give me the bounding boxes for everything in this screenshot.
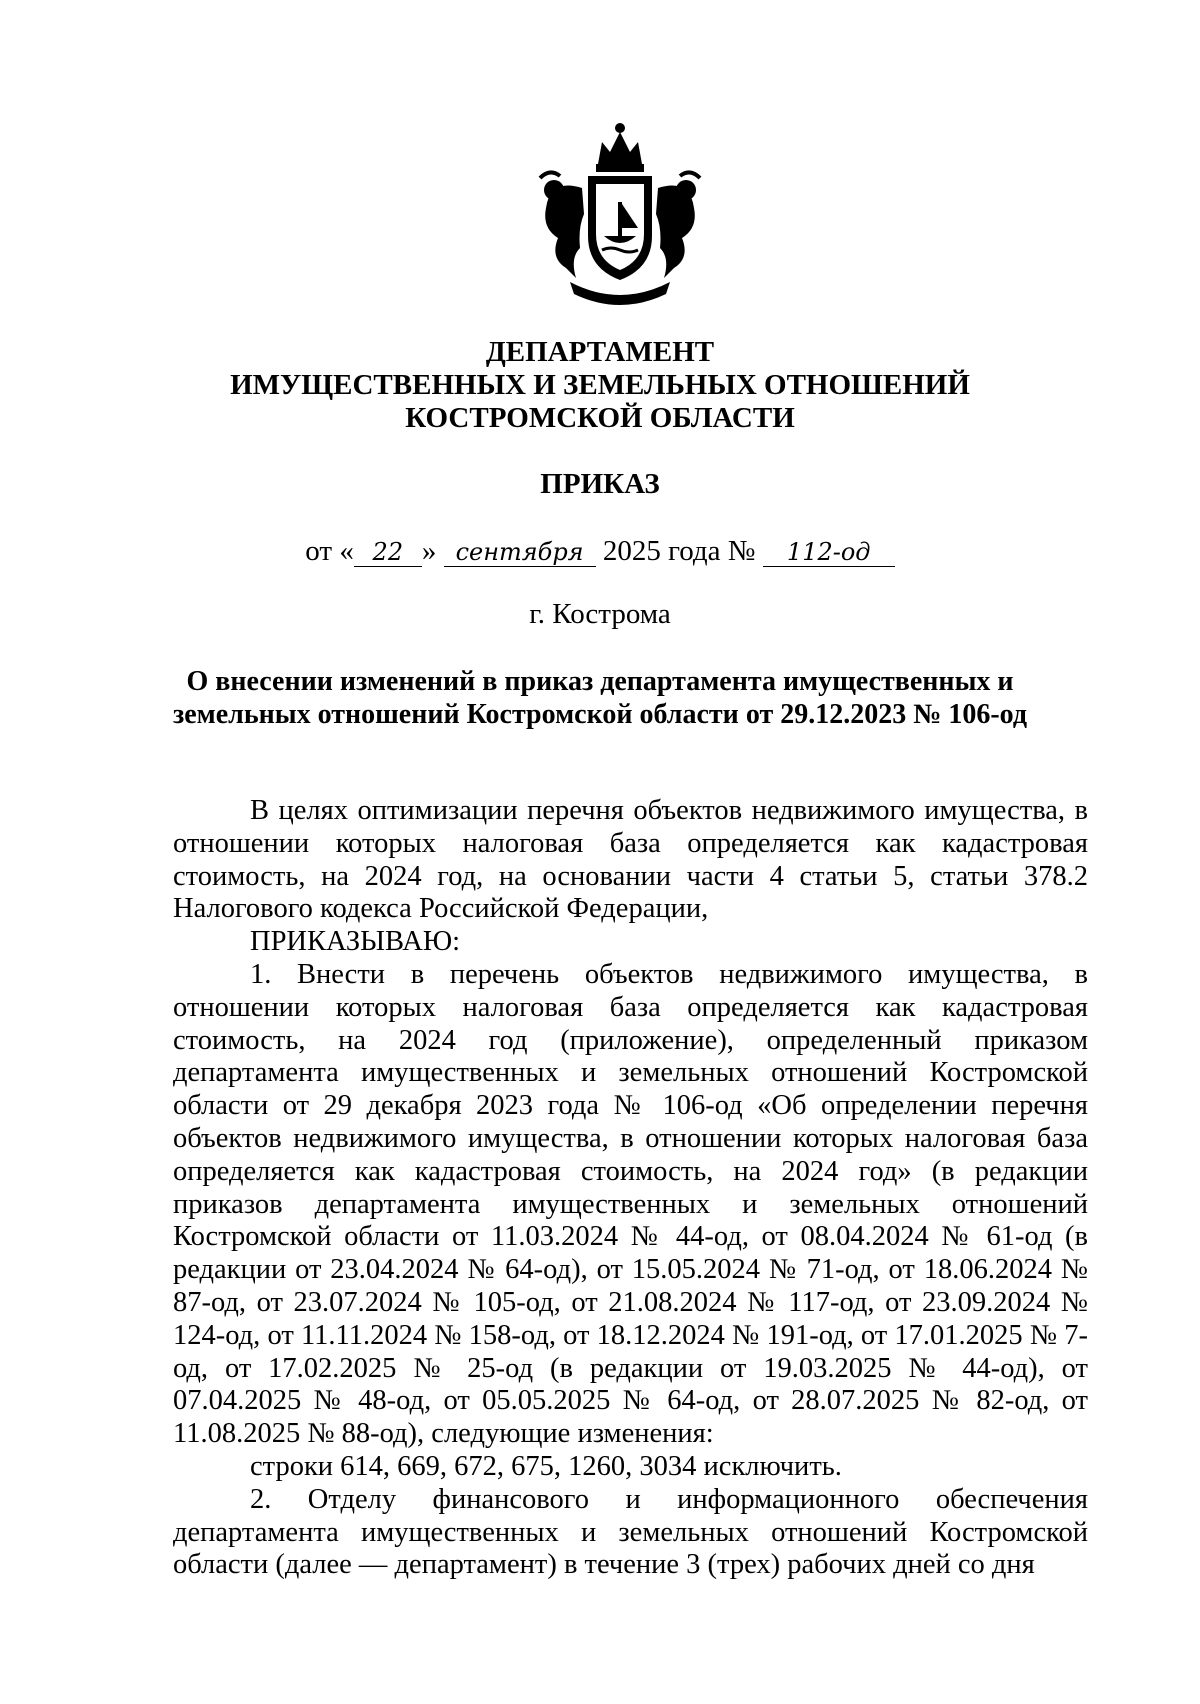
header-line-2: ИМУЩЕСТВЕННЫХ И ЗЕМЕЛЬНЫХ ОТНОШЕНИЙ	[230, 369, 970, 401]
department-header	[0, 336, 1200, 435]
order-verb: ПРИКАЗЫВАЮ:	[250, 926, 461, 958]
city: г. Кострома	[529, 598, 671, 630]
handwritten-order-number: 112-од	[763, 538, 895, 567]
header-line-1: ДЕПАРТАМЕНТ	[485, 336, 715, 368]
item-1-change-paragraph: строки 614, 669, 672, 675, 1260, 3034 исключить.	[250, 1450, 842, 1482]
order-date-line	[0, 535, 1200, 568]
date-prefix: от «	[305, 535, 354, 567]
coat-of-arms-icon	[520, 118, 720, 318]
subject-line-1: О внесении изменений в приказ департамента имущественных и	[186, 666, 1014, 697]
preamble-paragraph: В целях оптимизации перечня объектов недвижимого имущества, в отношении которых налоговая база определяется как кадастровая стоимость, на 2024 год, на основании части 4 статьи 5, статьи 378.2 Налогового кодекса Российской Федерации,	[173, 795, 1088, 925]
date-close-quote: »	[421, 535, 437, 567]
item-2-paragraph: 2. Отделу финансового и информационного обеспечения департамента имущественных и земельных отношений Костромской области (далее — департамент) в течение 3 (трех) рабочих дней со дня	[173, 1483, 1088, 1581]
handwritten-day: 22	[354, 538, 422, 567]
date-year-text: 2025 года №	[602, 535, 756, 567]
handwritten-month: сентября	[444, 538, 596, 567]
order-title: ПРИКАЗ	[540, 468, 660, 500]
header-line-3: КОСТРОМСКОЙ ОБЛАСТИ	[405, 402, 795, 434]
order-subject	[0, 665, 1200, 731]
item-1-paragraph: 1. Внести в перечень объектов недвижимого имущества, в отношении которых налоговая база определяется как кадастровая стоимость, на 2024 год (приложение), определенный приказом департамента имущественных и земельных отношений Костромской области от 29 декабря 2023 года № 106-од «Об определении перечня объектов недвижимого имущества, в отношении которых налоговая база определяется как кадастровая стоимость, на 2024 год» (в редакции приказов департамента имущественных и земельных отношений Костромской области от 11.03.2024 № 44-од, от 08.04.2024 № 61-од (в редакции от 23.04.2024 № 64-од), от 15.05.2024 № 71-од, от 18.06.2024 № 87-од, от 23.07.2024 № 105-од, от 21.08.2024 № 117-од, от 23.09.2024 № 124-од, от 11.11.2024 № 158-од, от 18.12.2024 № 191-од, от 17.01.2025 № 7-од, от 17.02.2025 № 25-од (в редакции от 19.03.2025 № 44-од), от 07.04.2025 № 48-од, от 05.05.2025 № 64-од, от 28.07.2025 № 82-од, от 11.08.2025 № 88-од), следующие изменения:	[173, 958, 1088, 1450]
subject-line-2: земельных отношений Костромской области от 29.12.2023 № 106-од	[172, 699, 1028, 730]
order-body	[173, 795, 1088, 1582]
